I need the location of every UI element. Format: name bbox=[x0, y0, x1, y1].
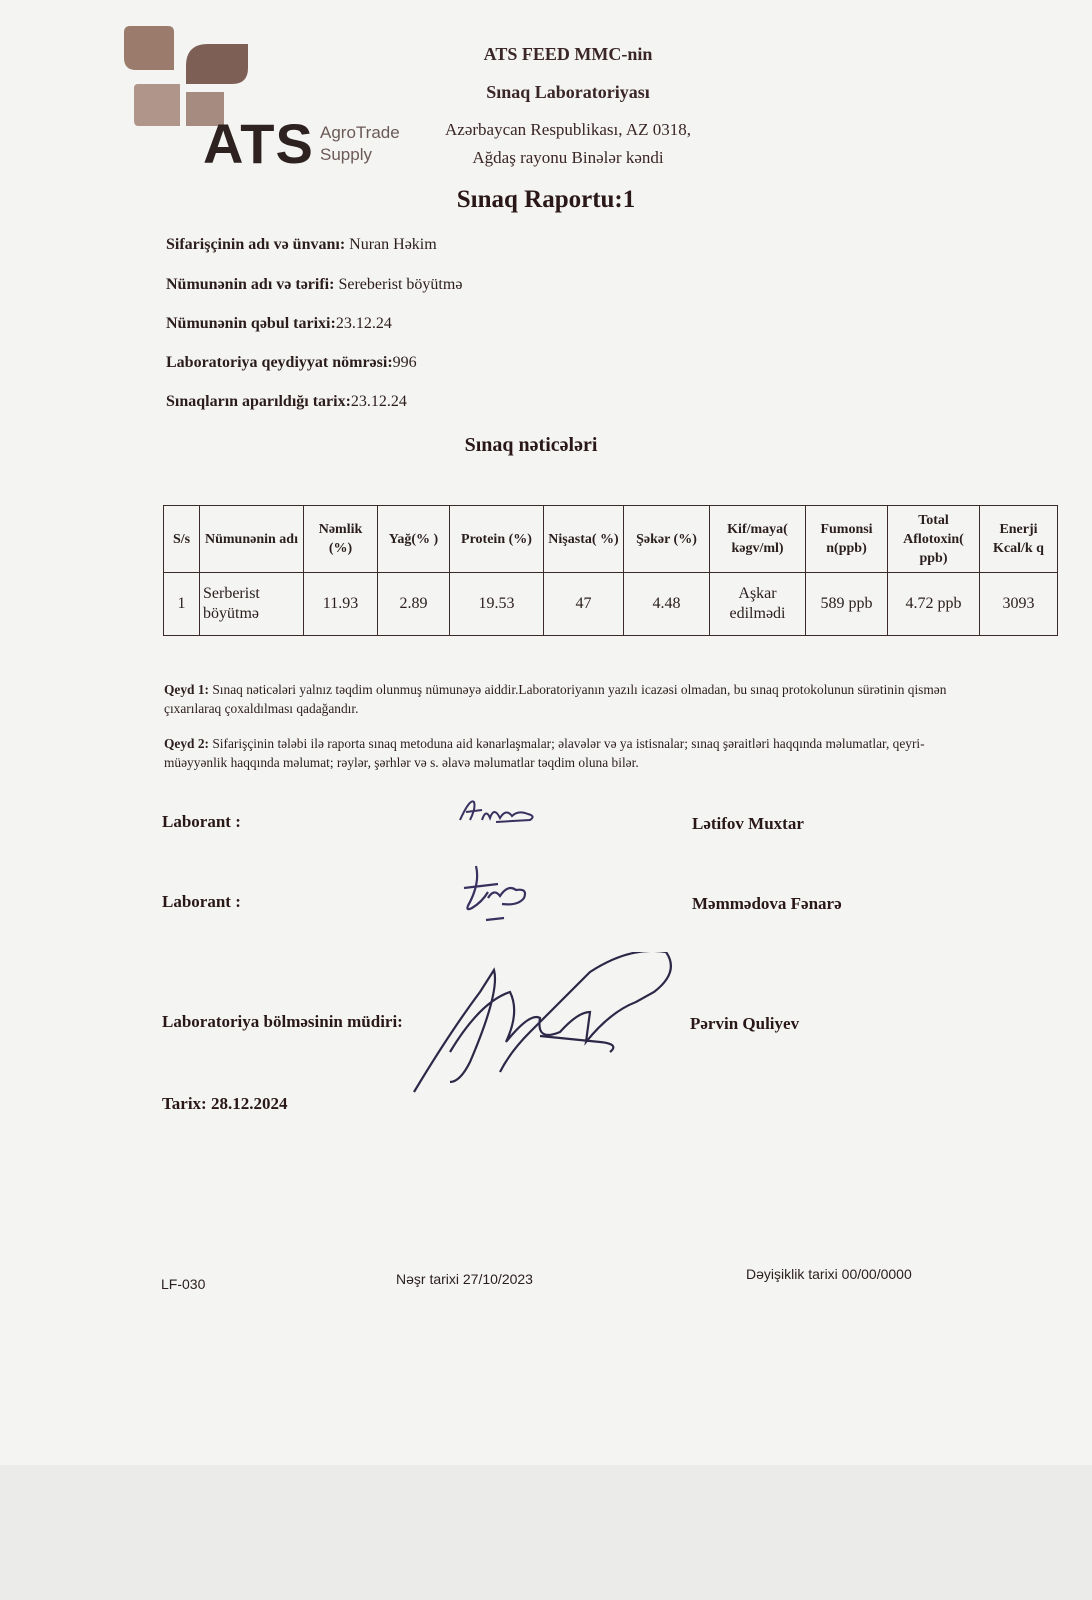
lab-name: Sınaq Laboratoriyası bbox=[486, 82, 650, 102]
info-test-date: Sınaqların aparıldığı tarix:23.12.24 bbox=[166, 393, 407, 410]
col-header: Fumonsi n(ppb) bbox=[806, 506, 888, 573]
info-received-date: Nümunənin qəbul tarixi:23.12.24 bbox=[166, 315, 392, 332]
table-cell: 2.89 bbox=[378, 573, 450, 636]
col-header: Nümunənin adı bbox=[200, 506, 304, 573]
note-2: Qeyd 2: Sifarişçinin tələbi ilə raporta sınaq metoduna aid kənarlaşmalar; əlavələr və ya istisnalar; sınaq şəraitləri haqqında məlumatlar, qeyri-müəyyənlik haqqında məlumat; rəylər, şərhlər və s. əlavə məlumatlar təqdim oluna bilər. bbox=[164, 736, 925, 770]
col-header: Nişasta( %) bbox=[544, 506, 624, 573]
signature-role-3: Laboratoriya bölməsinin müdiri: bbox=[162, 1012, 403, 1031]
revision-date: Dəyişiklik tarixi 00/00/0000 bbox=[746, 1266, 912, 1282]
form-code: LF-030 bbox=[161, 1276, 206, 1292]
table-cell: Aşkar edilmədi bbox=[710, 573, 806, 636]
col-header: Şəkər (%) bbox=[624, 506, 710, 573]
company-name: ATS FEED MMC-nin bbox=[483, 44, 653, 64]
col-header: Enerji Kcal/k q bbox=[980, 506, 1058, 573]
logo-wordmark: ATS bbox=[203, 112, 314, 175]
signature-name-2: Məmmədova Fənarə bbox=[692, 894, 842, 913]
ats-logo-mark bbox=[124, 26, 254, 126]
col-header: S/s bbox=[164, 506, 200, 573]
table-cell: 47 bbox=[544, 573, 624, 636]
signature-2-icon bbox=[458, 862, 538, 928]
col-header: Total Aflotoxin( ppb) bbox=[888, 506, 980, 573]
table-header-row bbox=[164, 506, 1058, 573]
col-header: Yağ(% ) bbox=[378, 506, 450, 573]
table-cell: 589 ppb bbox=[806, 573, 888, 636]
table-row bbox=[164, 573, 1058, 636]
page-bottom-band bbox=[0, 1465, 1092, 1600]
table-cell: 4.72 ppb bbox=[888, 573, 980, 636]
logo-sub-line1: AgroTrade bbox=[320, 123, 400, 142]
table-cell: 11.93 bbox=[304, 573, 378, 636]
table-cell: 3093 bbox=[980, 573, 1058, 636]
info-sample: Nümunənin adı və tərifi: Sereberist böyütmə bbox=[166, 276, 463, 293]
signature-name-3: Pərvin Quliyev bbox=[690, 1014, 800, 1033]
col-header: Nəmlik (%) bbox=[304, 506, 378, 573]
report-title: Sınaq Raportu:1 bbox=[456, 186, 636, 213]
results-table bbox=[163, 505, 1058, 636]
table-cell: 19.53 bbox=[450, 573, 544, 636]
address-line2: Ağdaş rayonu Binələr kəndi bbox=[472, 148, 664, 167]
info-client: Sifarişçinin adı və ünvanı: Nuran Həkim bbox=[166, 236, 437, 253]
signature-3-icon bbox=[410, 952, 690, 1097]
report-date: Tarix: 28.12.2024 bbox=[162, 1094, 288, 1113]
note-1: Qeyd 1: Sınaq nəticələri yalnız təqdim olunmuş nümunəyə aiddir.Laboratoriyanın yazılı icazəsi olmadan, bu sınaq protokolunun sürətinin qismən çıxarılaraq çoxaldılması qadağandır. bbox=[164, 682, 947, 716]
col-header: Kif/maya( kəgv/ml) bbox=[710, 506, 806, 573]
signature-name-1: Lətifov Muxtar bbox=[692, 814, 804, 833]
logo-sub-line2: Supply bbox=[320, 145, 372, 164]
info-registration-number: Laboratoriya qeydiyyat nömrəsi:996 bbox=[166, 354, 417, 371]
address-line1: Azərbaycan Respublikası, AZ 0318, bbox=[445, 120, 691, 139]
table-cell: Serberist böyütmə bbox=[200, 573, 304, 636]
table-cell: 4.48 bbox=[624, 573, 710, 636]
col-header: Protein (%) bbox=[450, 506, 544, 573]
results-title: Sınaq nəticələri bbox=[464, 434, 598, 456]
signature-role-2: Laborant : bbox=[162, 892, 241, 911]
signature-role-1: Laborant : bbox=[162, 812, 241, 831]
signature-1-icon bbox=[456, 796, 546, 826]
table-cell: 1 bbox=[164, 573, 200, 636]
publish-date: Nəşr tarixi 27/10/2023 bbox=[396, 1271, 533, 1287]
